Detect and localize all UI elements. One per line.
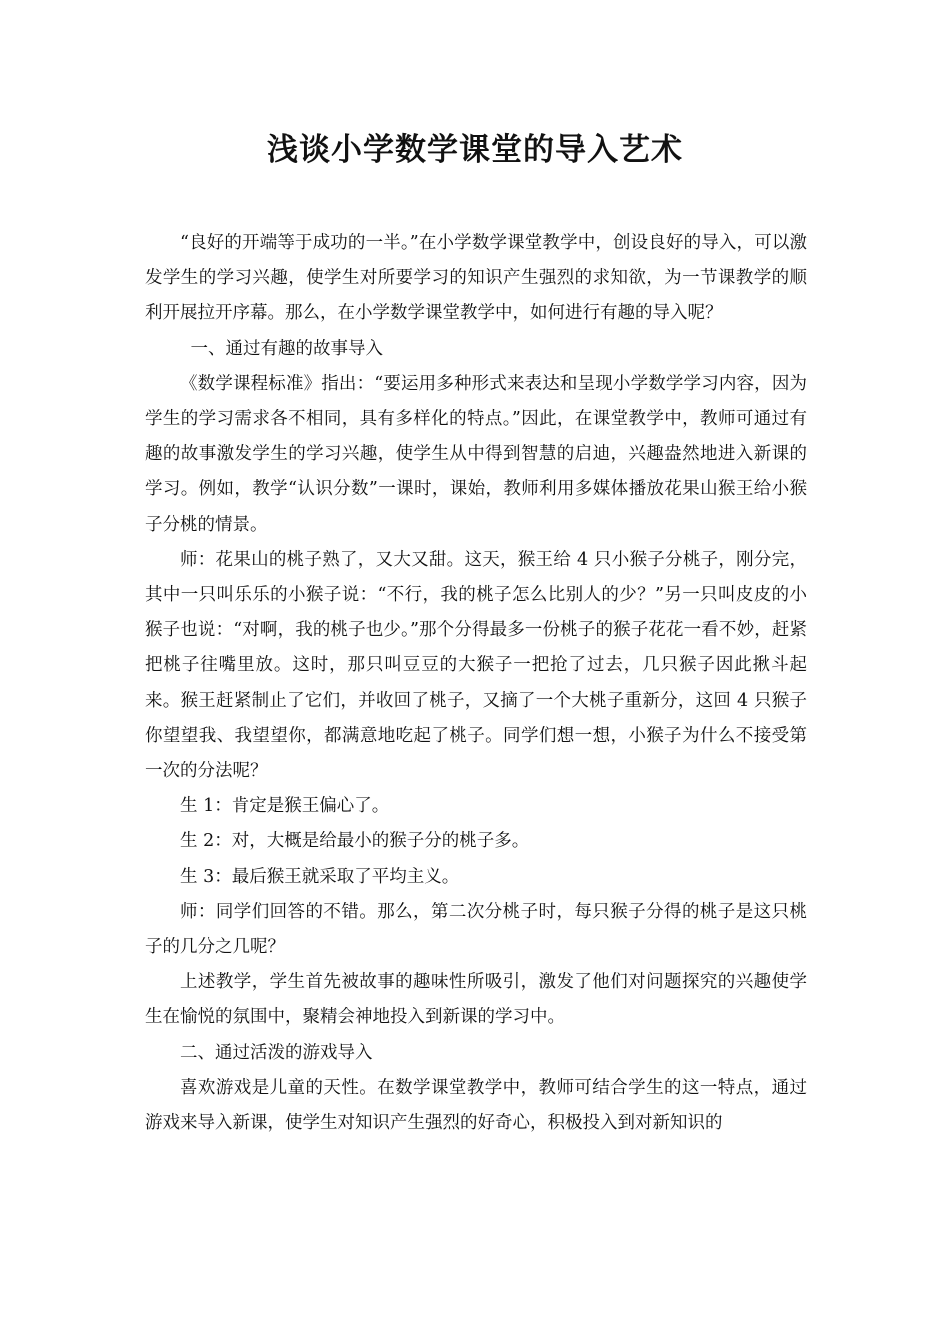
section-heading-2: 二、通过活泼的游戏导入 <box>180 1042 373 1063</box>
document-title: 浅谈小学数学课堂的导入艺术 <box>267 132 683 168</box>
paragraph-student-1: 生 1：肯定是猴王偏心了。 <box>180 796 390 817</box>
paragraph-student-2: 生 2：对，大概是给最小的猴子分的桃子多。 <box>180 831 530 852</box>
section-heading-1: 一、通过有趣的故事导入 <box>190 338 383 359</box>
paragraph-student-3: 生 3：最后猴王就采取了平均主义。 <box>180 866 460 887</box>
paragraph-teacher: 师：同学们回答的不错。那么，第二次分桃子时，每只猴子分得的桃子是这只桃子的几分之几呢？ <box>145 901 807 958</box>
paragraph: 上述教学，学生首先被故事的趣味性所吸引，激发了他们对问题探究的兴趣使学生在愉悦的氛围中，聚精会神地投入到新课的学习中。 <box>145 972 807 1028</box>
document-body <box>145 226 807 1141</box>
paragraph: 喜欢游戏是儿童的天性。在数学课堂教学中，教师可结合学生的这一特点，通过游戏来导入新课，使学生对知识产生强烈的好奇心，积极投入到对新知识的 <box>145 1077 807 1134</box>
paragraph: 《数学课程标准》指出：“要运用多种形式来表达和呈现小学数学学习内容，因为学生的学习需求各不相同，具有多样化的特点。”因此，在课堂教学中，教师可通过有趣的故事激发学生的学习兴趣，使学生从中得到智慧的启迪，兴趣盎然地进入新课的学习。例如，教学“认识分数”一课时，课始，教师利用多媒体播放花果山猴王给小猴子分桃的情景。 <box>145 373 807 535</box>
paragraph-intro: “良好的开端等于成功的一半。”在小学数学课堂教学中，创设良好的导入，可以激发学生的学习兴趣，使学生对所要学习的知识产生强烈的求知欲，为一节课教学的顺利开展拉开序幕。那么，在小学数学课堂教学中，如何进行有趣的导入呢？ <box>145 233 807 324</box>
paragraph-dialogue: 师：花果山的桃子熟了，又大又甜。这天，猴王给 4 只小猴子分桃子，刚分完，其中一只叫乐乐的小猴子说：“不行，我的桃子怎么比别人的少？”另一只叫皮皮的小猴子也说：“对啊，我的桃子也少。”那个分得最多一份桃子的猴子花花一看不妙，赶紧把桃子往嘴里放。这时，那只叫豆豆的大猴子一把抢了过去，几只猴子因此揪斗起来。猴王赶紧制止了它们，并收回了桃子，又摘了一个大桃子重新分，这回 4 只猴子你望望我、我望望你，都满意地吃起了桃子。同学们想一想，小猴子为什么不接受第一次的分法呢？ <box>145 549 807 782</box>
